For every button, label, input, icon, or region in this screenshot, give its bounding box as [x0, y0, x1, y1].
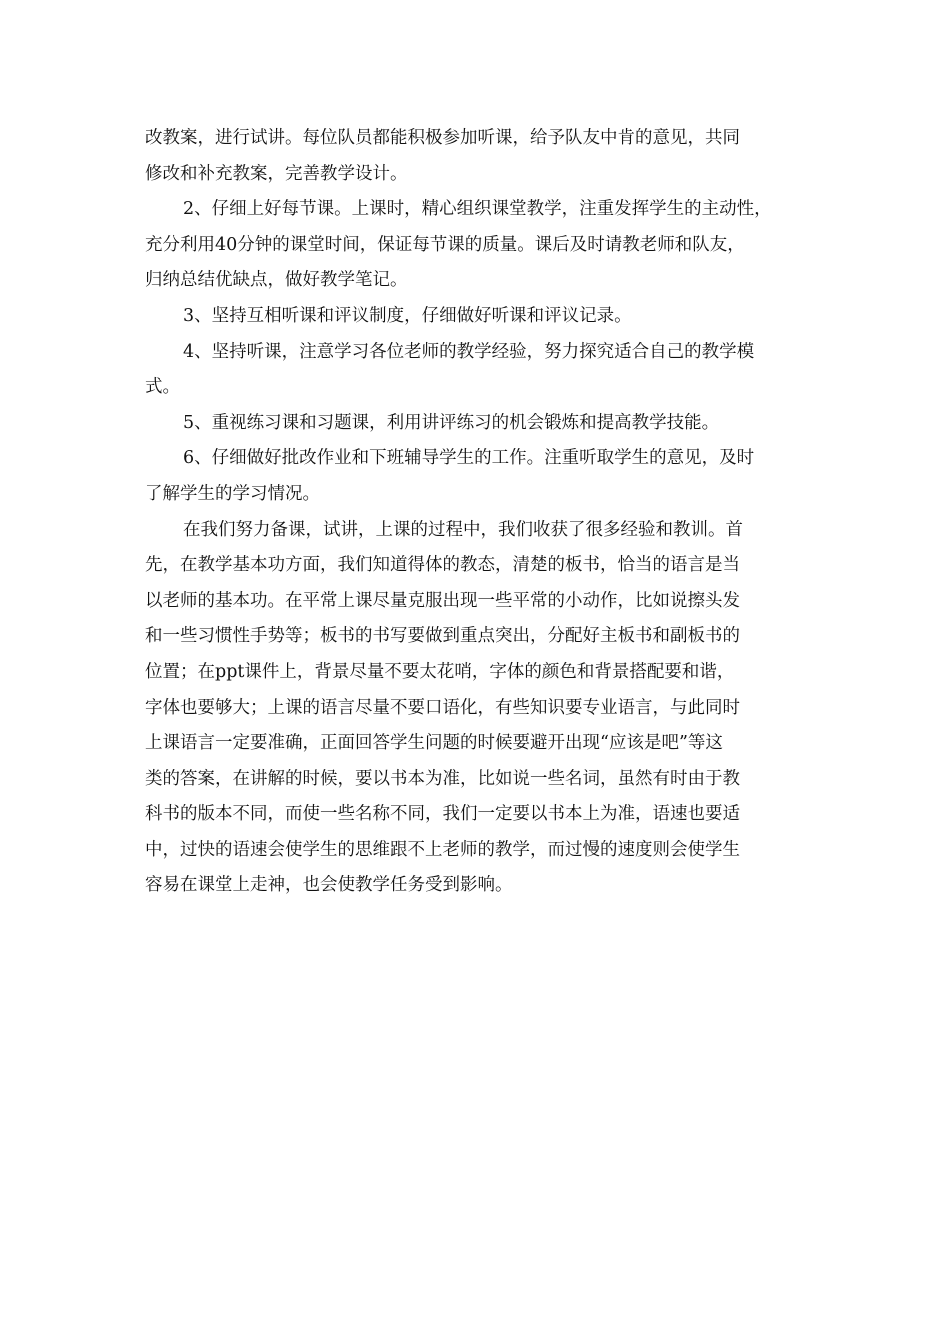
text-line: 式。 — [145, 377, 180, 398]
text-line: 中，过快的语速会使学生的思维跟不上老师的教学，而过慢的速度则会使学生 — [145, 839, 740, 860]
text-line: 字体也要够大；上课的语言尽量不要口语化，有些知识要专业语言，与此同时 — [145, 697, 740, 718]
text-line: 位置；在ppt课件上，背景尽量不要太花哨，字体的颜色和背景搭配要和谐， — [145, 661, 735, 682]
text-line: 以老师的基本功。在平常上课尽量克服出现一些平常的小动作，比如说擦头发 — [145, 590, 740, 611]
text-line: 了解学生的学习情况。 — [145, 483, 320, 504]
text-line: 6、仔细做好批改作业和下班辅导学生的工作。注重听取学生的意见，及时 — [183, 448, 755, 469]
text-line: 上课语言一定要准确，正面回答学生问题的时候要避开出现“应该是吧”等这 — [145, 733, 723, 754]
text-line: 和一些习惯性手势等；板书的书写要做到重点突出，分配好主板书和副板书的 — [145, 626, 740, 647]
text-line: 改教案，进行试讲。每位队员都能积极参加听课，给予队友中肯的意见，共同 — [145, 128, 740, 148]
text-line: 类的答案，在讲解的时候，要以书本为准，比如说一些名词，虽然有时由于教 — [145, 768, 740, 789]
text-line: 3、坚持互相听课和评议制度，仔细做好听课和评议记录。 — [183, 305, 632, 326]
document-body — [145, 121, 825, 904]
text-line: 4、坚持听课，注意学习各位老师的教学经验，努力探究适合自己的教学模 — [183, 341, 755, 362]
text-line: 2、仔细上好每节课。上课时，精心组织课堂教学，注重发挥学生的主动性， — [183, 199, 772, 220]
text-line: 5、重视练习课和习题课，利用讲评练习的机会锻炼和提高教学技能。 — [183, 412, 720, 433]
text-line: 修改和补充教案，完善教学设计。 — [145, 163, 408, 184]
text-line: 充分利用40分钟的课堂时间，保证每节课的质量。课后及时请教老师和队友， — [145, 234, 745, 255]
text-line: 先，在教学基本功方面，我们知道得体的教态，清楚的板书，恰当的语言是当 — [145, 555, 740, 576]
text-line: 科书的版本不同，而使一些名称不同，我们一定要以书本上为准，语速也要适 — [145, 804, 740, 825]
text-line: 归纳总结优缺点，做好教学笔记。 — [145, 270, 408, 291]
text-line: 容易在课堂上走神，也会使教学任务受到影响。 — [145, 875, 513, 896]
text-line: 在我们努力备课，试讲，上课的过程中，我们收获了很多经验和教训。首 — [183, 519, 743, 540]
